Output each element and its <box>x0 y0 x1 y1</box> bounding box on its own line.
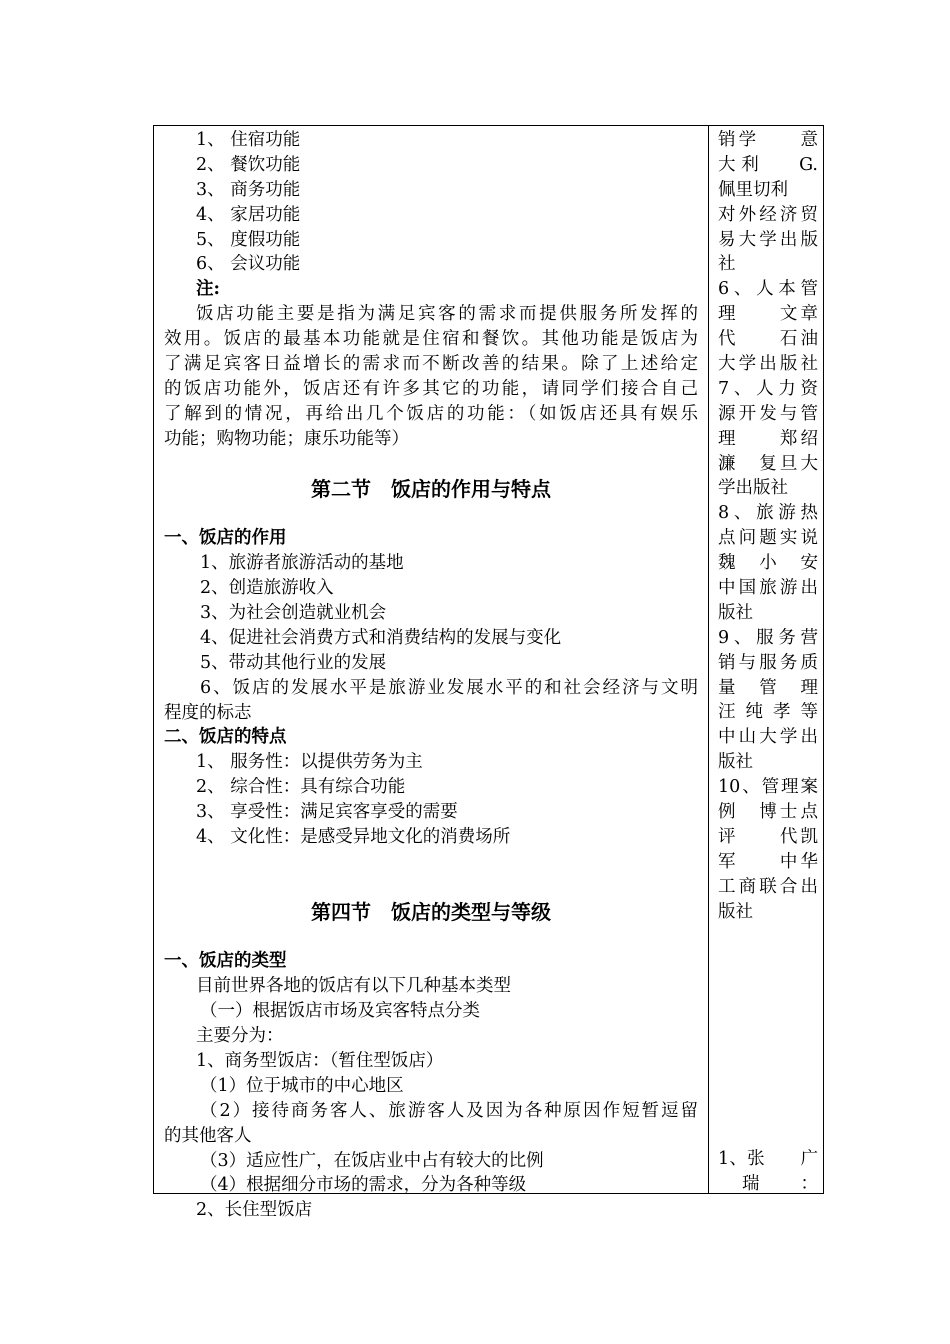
reference-line: 大利 G. <box>718 154 818 175</box>
main-column <box>164 128 698 1223</box>
role-item: 4、促进社会消费方式和消费结构的发展与变化 <box>200 627 562 648</box>
note-line: 功能；购物功能；康乐功能等） <box>164 428 409 449</box>
type-line: 主要分为： <box>196 1026 284 1047</box>
function-item: 1、 住宿功能 <box>196 130 301 150</box>
reference-line: 7、人力资 <box>718 378 818 399</box>
feature-item: 2、 综合性：具有综合功能 <box>196 777 406 798</box>
reference-line: 例 博士点 <box>718 802 818 823</box>
type-line-continued: 的其他客人 <box>164 1125 252 1146</box>
reference-line: 版社 <box>718 752 753 773</box>
section-4-title: 第四节 饭店的类型与等级 <box>311 899 551 924</box>
reference-line: 代 石油 <box>718 329 818 350</box>
note-line: 效用。饭店的最基本功能就是住宿和餐饮。其他功能是饭店为 <box>164 329 698 350</box>
function-item: 6、 会议功能 <box>196 254 301 275</box>
reference-line: 量 管 理 <box>718 677 818 698</box>
function-item: 5、 度假功能 <box>196 229 301 250</box>
note-line: 了解到的情况，再给出几个饭店的功能：（如饭店还具有娱乐 <box>164 403 698 424</box>
type-line: 目前世界各地的饭店有以下几种基本类型 <box>196 976 511 997</box>
note-line: 了满足宾客日益增长的需求而不断改善的结果。除了上述给定 <box>164 354 698 375</box>
function-item: 4、 家居功能 <box>196 204 301 225</box>
reference-line: 对外经济贸 <box>718 204 818 225</box>
role-item: 5、带动其他行业的发展 <box>200 652 387 673</box>
reference-line: 9、服务营 <box>718 627 818 648</box>
reference-column <box>718 128 818 925</box>
reference-line: 学出版社 <box>718 478 788 499</box>
type-line: （4）根据细分市场的需求，分为各种等级 <box>200 1175 527 1196</box>
reference-line: 工商联合出 <box>718 876 818 897</box>
reference-line: 理 郑绍 <box>718 428 818 449</box>
reference-line: 版社 <box>718 901 753 922</box>
reference-line: 1、张 广 <box>718 1149 818 1169</box>
role-item: 1、旅游者旅游活动的基地 <box>200 553 404 574</box>
note-line: 的饭店功能外，饭店还有许多其它的功能，请同学们接合自己 <box>164 378 698 399</box>
reference-line: 瑞 ： <box>742 1173 818 1194</box>
role-item: 2、创造旅游收入 <box>200 578 334 599</box>
reference-line: 销学 意 <box>718 130 818 150</box>
section-2-title: 第二节 饭店的作用与特点 <box>311 476 551 501</box>
reference-line: 中国旅游出 <box>718 578 818 599</box>
type-line: （一）根据饭店市场及宾客特点分类 <box>200 1001 480 1022</box>
feature-item: 1、 服务性：以提供劳务为主 <box>196 752 423 773</box>
reference-line: 理 文章 <box>718 304 818 325</box>
role-item: 3、为社会创造就业机会 <box>200 602 387 623</box>
type-line: （1）位于城市的中心地区 <box>200 1075 404 1096</box>
feature-item: 3、 享受性：满足宾客享受的需要 <box>196 802 458 823</box>
reference-line: 社 <box>718 254 736 275</box>
note-line: 饭店功能主要是指为满足宾客的需求而提供服务所发挥的 <box>196 304 698 325</box>
reference-line: 中山大学出 <box>718 727 818 748</box>
reference-line: 评 代凯 <box>718 826 818 847</box>
role-heading: 一、饭店的作用 <box>164 528 287 549</box>
reference-line: 易大学出版 <box>718 229 818 250</box>
reference-line: 6、人本管 <box>718 279 818 300</box>
reference-line: 佩里切利 <box>718 179 788 200</box>
function-item: 3、 商务功能 <box>196 179 301 200</box>
reference-line: 版社 <box>718 602 753 623</box>
feature-heading: 二、饭店的特点 <box>164 727 287 748</box>
reference-line: 大学出版社 <box>718 354 818 375</box>
reference-line: 濂 复旦大 <box>718 453 818 474</box>
role-item: 6、饭店的发展水平是旅游业发展水平的和社会经济与文明 <box>200 677 698 698</box>
content-table <box>153 125 824 1221</box>
type-line: （2）接待商务客人、旅游客人及因为各种原因作短暂逗留 <box>200 1100 698 1121</box>
feature-item: 4、 文化性：是感受异地文化的消费场所 <box>196 826 511 847</box>
function-item: 2、 餐饮功能 <box>196 154 301 175</box>
type-heading: 一、饭店的类型 <box>164 951 287 972</box>
reference-column-bottom <box>718 1147 818 1197</box>
reference-line: 10、管理案 <box>718 777 818 798</box>
reference-line: 军 中华 <box>718 851 818 872</box>
reference-line: 8、旅游热 <box>718 503 818 524</box>
reference-line: 汪纯孝等 <box>718 702 818 723</box>
reference-line: 销与服务质 <box>718 652 818 673</box>
note-label: 注: <box>196 279 220 300</box>
type-line: （3）适应性广，在饭店业中占有较大的比例 <box>200 1150 544 1171</box>
type-line: 2、长住型饭店 <box>196 1200 313 1221</box>
reference-line: 点问题实说 <box>718 528 818 549</box>
column-divider <box>708 126 709 1193</box>
role-item-continued: 程度的标志 <box>164 702 252 723</box>
reference-line: 源开发与管 <box>718 403 818 424</box>
reference-line: 魏 小 安 <box>718 553 818 574</box>
type-line: 1、商务型饭店：（暂住型饭店） <box>196 1051 444 1071</box>
